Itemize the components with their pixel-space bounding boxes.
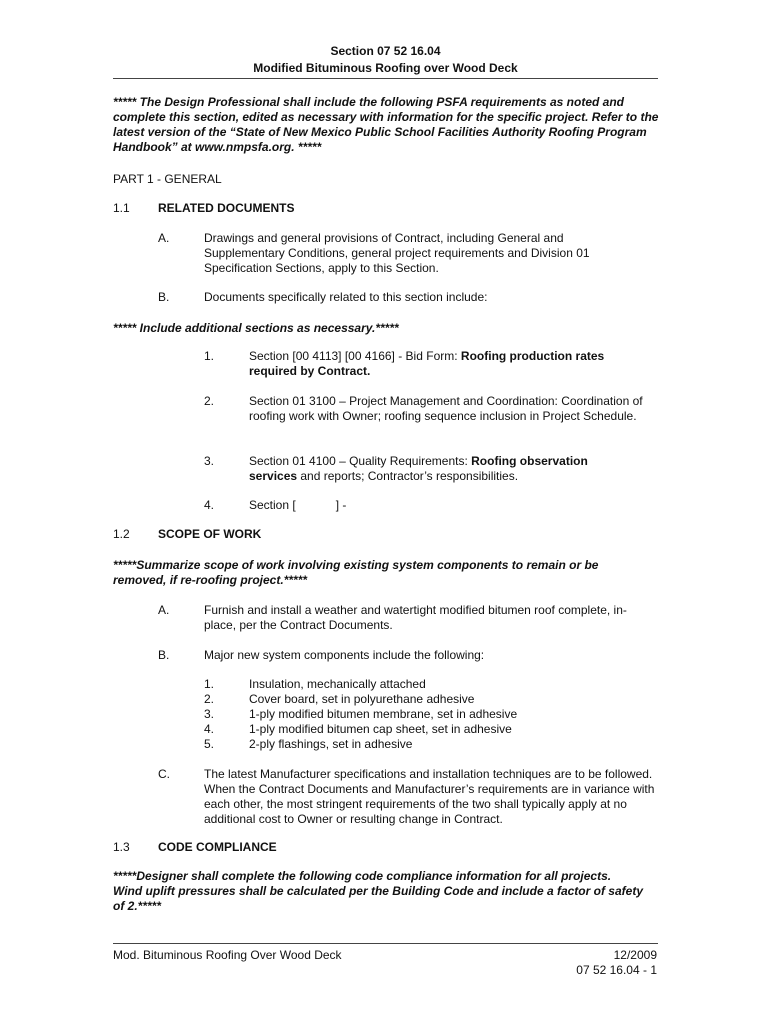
design-professional-note: ***** The Design Professional shall include the following PSFA requirements as noted and complete this section, edited as necessary with information for the specific project. Refer to the latest version of the “State of New Mexico Public School Facilities Authority Roofing Program Handbook” at www.nmpsfa.org. ***** <box>113 95 659 154</box>
paragraph-a-text: Drawings and general provisions of Contract, including General and Supplementary Conditions, general project requirements and Division 01 Specification Sections, apply to this Section. <box>204 231 590 275</box>
component-number: 1. <box>204 677 215 691</box>
paragraph-label-a: A. <box>158 603 170 617</box>
paragraph-label-a: A. <box>158 231 170 245</box>
paragraph-c-text: The latest Manufacturer specifications and installation techniques are to be followed. When the Contract Documents and Manufacturer’s requirements are in variance with each other, the most stringent requirements of the two shall typically apply at no additional cost to Owner or resulting change in Contract. <box>204 767 655 826</box>
list-item-text: Section 01 4100 – Quality Requirements: <box>249 454 472 468</box>
scope-note: *****Summarize scope of work involving existing system components to remain or be removed, if re-roofing project.***** <box>113 558 599 587</box>
list-item-emphasis: Roofing observation services <box>249 454 588 483</box>
component-number: 5. <box>204 737 215 751</box>
component-number: 2. <box>204 692 215 706</box>
list-item-text: Section [00 4113] [00 4166] - Bid Form: <box>249 349 461 363</box>
article-number-1-2: 1.2 <box>113 527 130 541</box>
paragraph-label-b: B. <box>158 290 170 304</box>
list-item-text: Section [ ] - <box>249 498 347 512</box>
component-number: 4. <box>204 722 215 736</box>
component-item: 2-ply flashings, set in adhesive <box>249 737 413 751</box>
footer-document-title: Mod. Bituminous Roofing Over Wood Deck <box>113 948 342 962</box>
paragraph-label-b: B. <box>158 648 170 662</box>
footer-date: 12/2009 <box>613 948 657 962</box>
section-number: Section 07 52 16.04 <box>330 44 441 58</box>
list-item-number: 1. <box>204 349 215 363</box>
list-item-number: 3. <box>204 454 215 468</box>
list-item <box>249 394 659 424</box>
paragraph-label-c: C. <box>158 767 170 781</box>
footer-page-number: 07 52 16.04 - 1 <box>576 963 657 977</box>
list-item-text: Section 01 3100 – Project Management and Coordination: Coordination of roofing work with Owner; roofing sequence inclusion in Project Schedule. <box>249 394 643 423</box>
list-item-emphasis: Roofing production rates required by Contract. <box>249 349 605 378</box>
additional-sections-note: ***** Include additional sections as necessary.***** <box>113 321 399 335</box>
list-item-number: 4. <box>204 498 215 512</box>
component-item: 1-ply modified bitumen cap sheet, set in adhesive <box>249 722 512 736</box>
code-compliance-note: *****Designer shall complete the following code compliance information for all projects. Wind uplift pressures shall be calculated per the Building Code and include a factor of safety of 2.***** <box>113 869 643 913</box>
article-number-1-1: 1.1 <box>113 201 130 215</box>
component-number: 3. <box>204 707 215 721</box>
article-title-code-compliance: CODE COMPLIANCE <box>158 840 277 854</box>
list-item <box>249 349 629 379</box>
component-item: Insulation, mechanically attached <box>249 677 426 691</box>
list-item <box>249 498 346 513</box>
list-item-number: 2. <box>204 394 215 408</box>
list-item-tail: and reports; Contractor’s responsibilities. <box>297 469 519 483</box>
list-item <box>249 454 624 484</box>
paragraph-b-text: Documents specifically related to this section include: <box>204 290 488 304</box>
component-item: Cover board, set in polyurethane adhesive <box>249 692 475 706</box>
article-title-scope-of-work: SCOPE OF WORK <box>158 527 262 541</box>
footer-divider <box>113 943 658 944</box>
article-number-1-3: 1.3 <box>113 840 130 854</box>
header-divider <box>113 78 658 79</box>
paragraph-a-text: Furnish and install a weather and watertight modified bitumen roof complete, in-place, per the Contract Documents. <box>204 603 627 632</box>
article-title-related-documents: RELATED DOCUMENTS <box>158 201 295 215</box>
component-item: 1-ply modified bitumen membrane, set in adhesive <box>249 707 518 721</box>
paragraph-b-text: Major new system components include the following: <box>204 648 485 662</box>
section-title: Modified Bituminous Roofing over Wood Deck <box>253 61 518 75</box>
part-heading: PART 1 - GENERAL <box>113 172 222 186</box>
